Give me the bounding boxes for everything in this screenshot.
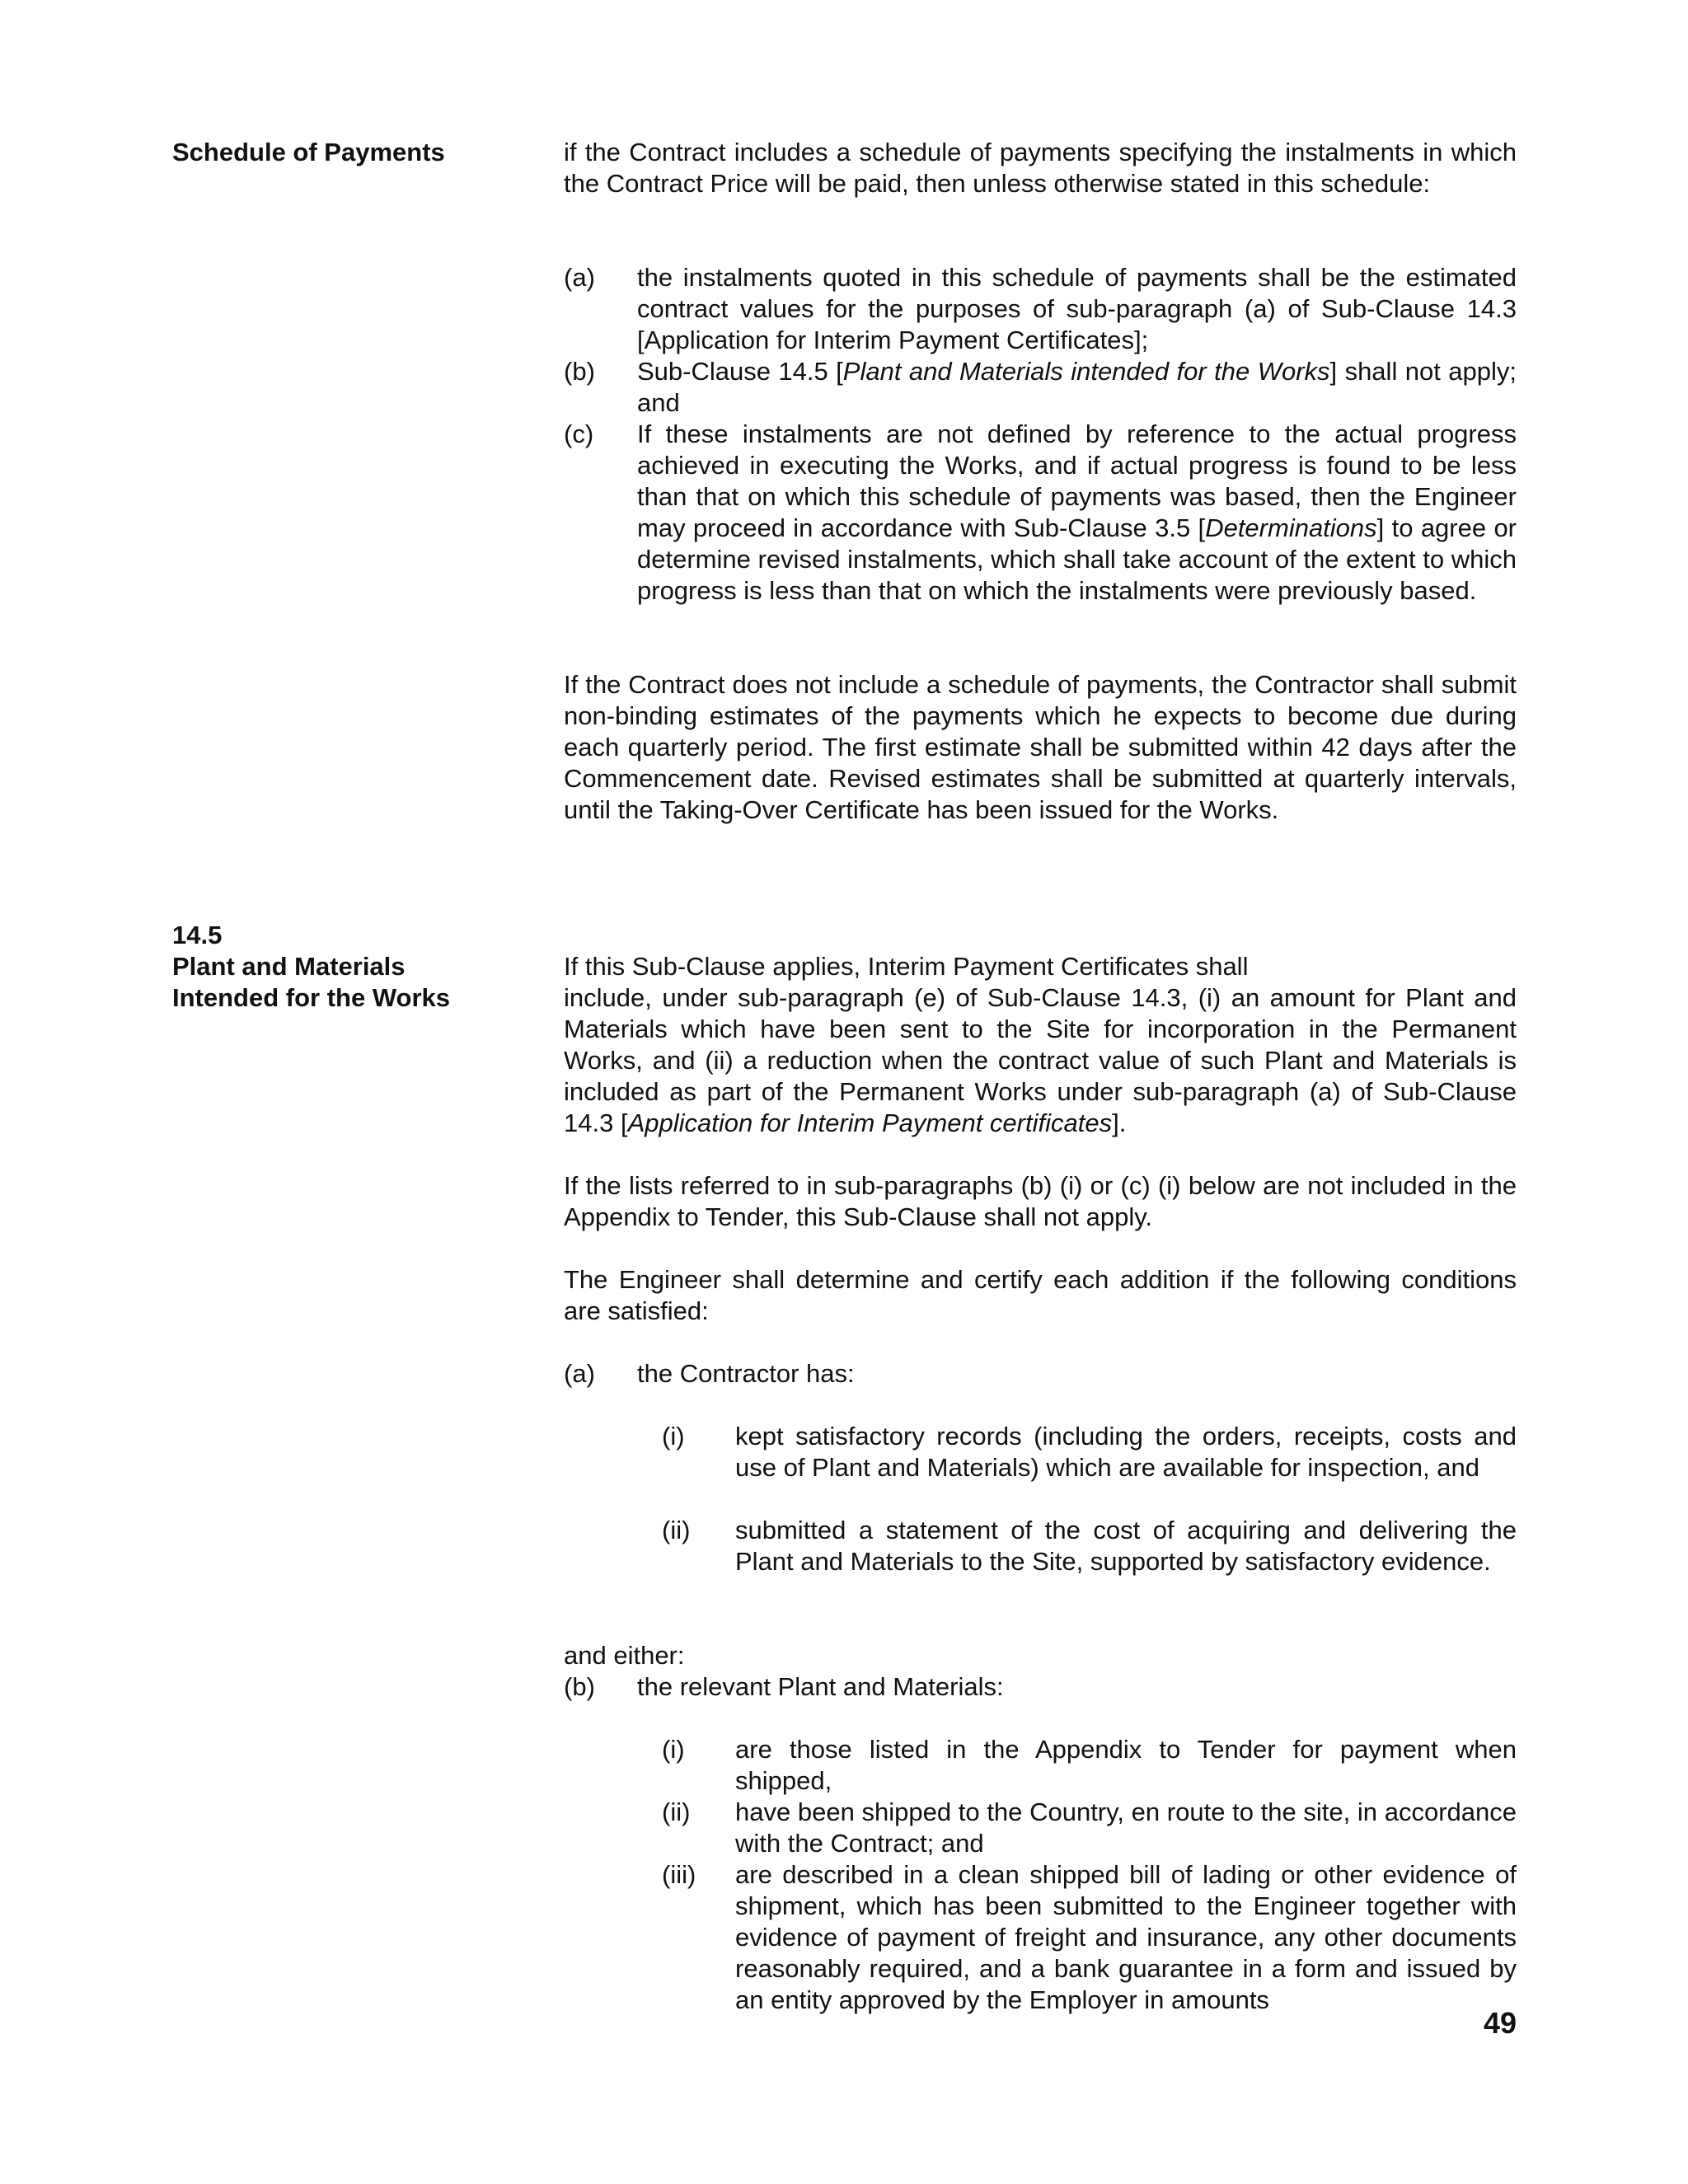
item-label: (b)	[564, 357, 595, 386]
subitem-text: are described in a clean shipped bill of lading or other evidence of shipment, which has been submitted to the Engineer together with evidence of payment of freight and insurance, any other documents reasonably required, and a bank guarantee in a form and issued by an entity approved by the Employer in amounts	[735, 1860, 1517, 2014]
subitem-text: submitted a statement of the cost of acquiring and delivering the Plant and Materials to the Site, supported by satisfactory evidence.	[735, 1516, 1517, 1576]
side-heading-14-5	[172, 920, 518, 1014]
item-label: (a)	[564, 1359, 595, 1388]
page-number: 49	[1483, 2006, 1517, 2040]
para1-body: include, under sub-paragraph (e) of Sub-Clause 14.3, (i) an amount for Plant and Materials which have been sent to the Site for incorporation in the Permanent Works, and (ii) a reduction when the contract value of such Plant and Materials is included as part of the Permanent Works under sub-paragraph (a) of Sub-Clause 14.3 [Application for Interim Payment certificates].	[564, 983, 1517, 1137]
item-text: the relevant Plant and Materials:	[637, 1672, 1004, 1701]
subitem-label: (iii)	[662, 1860, 696, 1889]
subitem-text: are those listed in the Appendix to Tender for payment when shipped,	[735, 1735, 1517, 1795]
item-label: (b)	[564, 1672, 595, 1701]
item-text: Sub-Clause 14.5 [Plant and Materials intended for the Works] shall not apply; and	[637, 357, 1517, 417]
item-label: (a)	[564, 263, 595, 292]
clause-14-5-para1	[564, 951, 1517, 1139]
subitem-label: (ii)	[662, 1797, 691, 1826]
subitem-label: (i)	[662, 1422, 685, 1451]
item-text: If these instalments are not defined by reference to the actual progress achieved in executing the Works, and if actual progress is found to be less than that on which this schedule of payments was based, then the Engineer may proceed in accordance with Sub-Clause 3.5 [Determinations] to agree or determine revised instalments, which shall take account of the extent to which progress is less than that on which the instalments were previously based.	[637, 419, 1517, 605]
subitem-text: kept satisfactory records (including the orders, receipts, costs and use of Plant and Materials) which are available for inspection, and	[735, 1422, 1517, 1482]
subitem-label: (ii)	[662, 1516, 691, 1544]
side-heading-schedule: Schedule of Payments	[172, 138, 445, 166]
clause-14-5-para2: If the lists referred to in sub-paragraphs (b) (i) or (c) (i) below are not included in the Appendix to Tender, this Sub-Clause shall not apply.	[564, 1171, 1517, 1231]
clause-14-5-para3: The Engineer shall determine and certify each addition if the following conditions are satisfied:	[564, 1265, 1517, 1325]
subitem-label: (i)	[662, 1735, 685, 1764]
item-text: the instalments quoted in this schedule of payments shall be the estimated contract values for the purposes of sub-paragraph (a) of Sub-Clause 14.3 [Application for Interim Payment Certificates];	[637, 263, 1517, 354]
clause-title-line1: Plant and Materials	[172, 952, 406, 981]
schedule-intro: if the Contract includes a schedule of payments specifying the instalments in which the Contract Price will be paid, then unless otherwise stated in this schedule:	[564, 138, 1517, 198]
subitem-text: have been shipped to the Country, en route to the site, in accordance with the Contract; and	[735, 1797, 1517, 1858]
para1-line1: If this Sub-Clause applies, Interim Payment Certificates shall	[564, 952, 1249, 981]
clause-title-line2: Intended for the Works	[172, 983, 451, 1012]
clause-number: 14.5	[172, 921, 223, 949]
item-text: the Contractor has:	[637, 1359, 855, 1388]
and-either: and either:	[564, 1641, 685, 1670]
item-label: (c)	[564, 419, 594, 448]
schedule-closing: If the Contract does not include a schedule of payments, the Contractor shall submit non-binding estimates of the payments which he expects to become due during each quarterly period. The first estimate shall be submitted within 42 days after the Commencement date. Revised estimates shall be submitted at quarterly intervals, until the Taking-Over Certificate has been issued for the Works.	[564, 670, 1517, 824]
